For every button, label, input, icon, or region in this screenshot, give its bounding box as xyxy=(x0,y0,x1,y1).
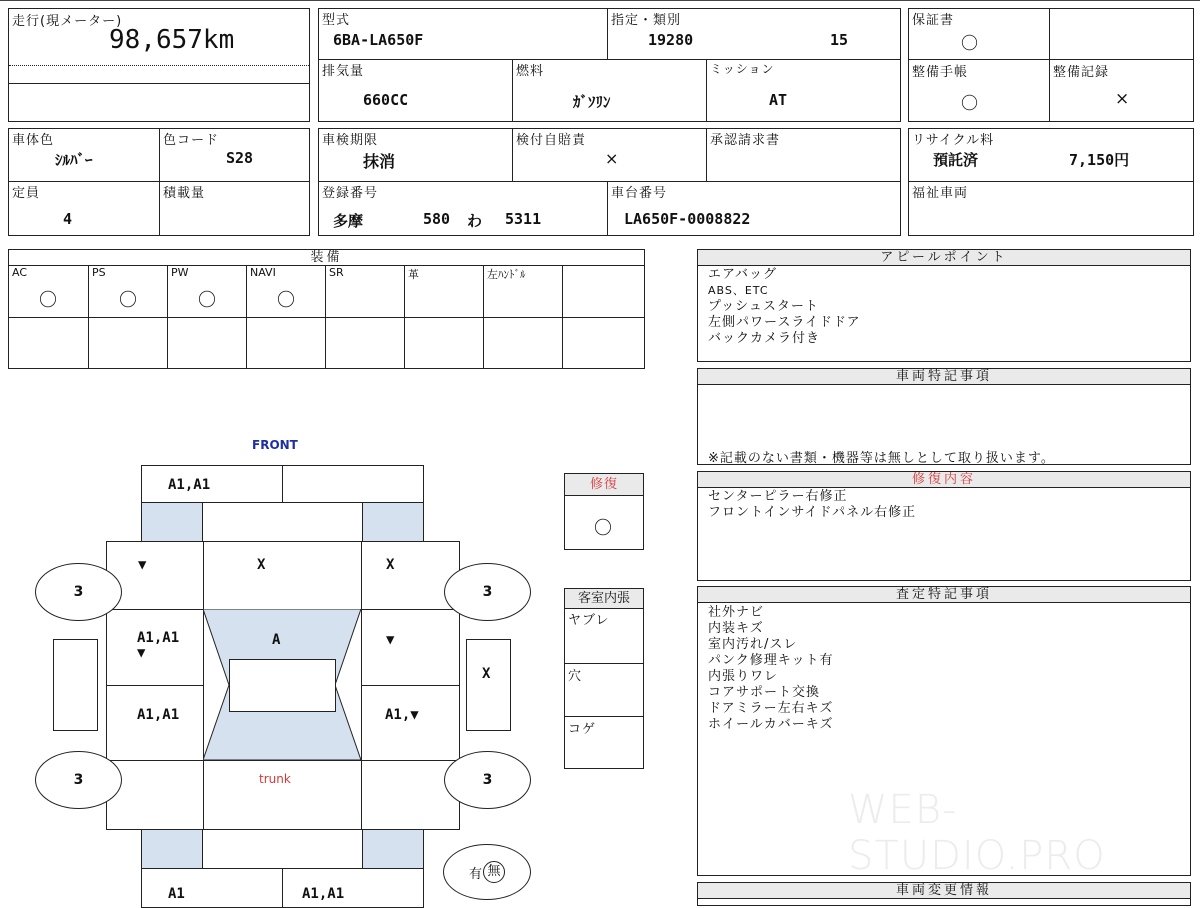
transmission-cell xyxy=(706,59,901,122)
equipment-item-value: 〇 xyxy=(277,290,295,311)
rear-pillar-right xyxy=(362,830,424,868)
assessment-title: 査定特記事項 xyxy=(698,587,1190,603)
body-color-value: ｼﾙﾊﾞｰ xyxy=(55,151,93,169)
transmission-label: ミッション xyxy=(710,62,775,76)
color-code-value: S28 xyxy=(226,149,254,167)
equipment-col xyxy=(88,266,167,368)
recycle-cell xyxy=(908,128,1194,182)
model-value: 6BA-LA650F xyxy=(333,31,424,49)
registration-cell xyxy=(318,181,608,236)
appeal-line: エアバッグ xyxy=(708,267,777,282)
recycle-label: リサイクル料 xyxy=(912,133,995,148)
warranty-empty-cell xyxy=(1049,8,1194,60)
equipment-title: 装備 xyxy=(9,250,644,266)
equipment-item-label: AC xyxy=(12,266,28,279)
chassis-label: 車台番号 xyxy=(611,186,668,201)
top-edge xyxy=(0,0,1200,2)
equipment-col xyxy=(404,266,483,368)
repair-title: 修復 xyxy=(565,474,643,496)
roof-panel xyxy=(229,659,336,712)
approval-cell xyxy=(706,128,901,182)
rear-bumper xyxy=(141,868,424,908)
model-cell xyxy=(318,8,608,60)
interior-divider xyxy=(565,716,643,717)
rear-bumper-left-damage: A1 xyxy=(168,886,185,902)
capacity-value: 4 xyxy=(63,210,73,228)
equipment-item-label: PS xyxy=(92,266,106,279)
model-label: 型式 xyxy=(322,13,351,28)
registration-label: 登録番号 xyxy=(322,186,379,201)
body-color-label: 車体色 xyxy=(12,133,55,148)
change-info-panel xyxy=(697,882,1191,906)
repair-details-panel xyxy=(697,471,1191,581)
mileage-divider-2 xyxy=(9,83,309,84)
equipment-item-label: 革 xyxy=(408,268,419,281)
assessment-panel xyxy=(697,586,1191,879)
interior-row: 穴 xyxy=(568,669,583,684)
capacity-label: 定員 xyxy=(12,186,41,201)
assessment-line: パンク修理キット有 xyxy=(708,653,834,668)
fuel-cell xyxy=(512,59,707,122)
interior-box xyxy=(564,588,644,769)
assessment-list xyxy=(708,605,833,733)
front-left-fender-damage: ▼ xyxy=(138,557,147,573)
registration-class: 580 xyxy=(423,210,451,228)
warranty-value: 〇 xyxy=(961,34,978,54)
front-pillar-right xyxy=(362,503,424,541)
right-mirror xyxy=(466,639,511,731)
inspection-value: 抹消 xyxy=(363,152,396,171)
appeal-title: アピールポイント xyxy=(698,250,1190,266)
appeal-line: ABS、ETC xyxy=(708,284,769,297)
maintenance-book-cell xyxy=(908,59,1050,122)
rear-bumper-right-damage: A1,A1 xyxy=(302,886,345,902)
maintenance-record-label: 整備記録 xyxy=(1053,65,1110,80)
vehicle-notes-title: 車両特記事項 xyxy=(698,369,1190,385)
assessment-line: コアサポート交換 xyxy=(708,685,821,700)
body-color-cell xyxy=(8,128,160,182)
designation-value-2: 15 xyxy=(830,31,849,49)
rear-pillar-left xyxy=(141,830,203,868)
equipment-col xyxy=(325,266,404,368)
warranty-label: 保証書 xyxy=(912,13,955,28)
maintenance-record-value: × xyxy=(1115,89,1130,109)
chassis-value: LA650F-0008822 xyxy=(624,210,751,228)
assessment-line: 内装キズ xyxy=(708,621,764,636)
displacement-label: 排気量 xyxy=(322,64,365,79)
designation-label: 指定・類別 xyxy=(611,13,682,28)
fuel-value: ｶﾞｿﾘﾝ xyxy=(573,93,611,111)
insurance-label: 検付自賠責 xyxy=(516,133,587,148)
change-info-title: 車両変更情報 xyxy=(698,883,1190,899)
front-pillar-left xyxy=(141,503,203,541)
repair-details-line: フロントインサイドパネル右修正 xyxy=(708,505,917,520)
registration-number: 5311 xyxy=(505,210,542,228)
appeal-line: プッシュスタート xyxy=(708,299,819,314)
designation-value-1: 19280 xyxy=(648,31,694,49)
repair-value: 〇 xyxy=(594,518,612,539)
trunk-label: trunk xyxy=(259,772,291,786)
left-rear-door-damage: A1,A1 xyxy=(137,707,180,723)
equipment-item-label: NAVI xyxy=(250,266,276,279)
hood-damage: X xyxy=(257,557,266,573)
mileage-divider xyxy=(9,65,309,66)
repair-details-line: センターピラー右修正 xyxy=(708,489,848,504)
transmission-value: AT xyxy=(769,91,788,109)
welfare-label: 福祉車両 xyxy=(912,186,969,201)
equipment-col xyxy=(562,266,642,368)
mileage-value: 98,657km xyxy=(109,25,235,55)
repair-details-title: 修復内容 xyxy=(698,472,1190,488)
appeal-line: バックカメラ付き xyxy=(708,331,821,346)
inspection-label: 車検期限 xyxy=(322,133,379,148)
equipment-item-label: 左ﾊﾝﾄﾞﾙ xyxy=(487,268,526,281)
spare-yes: 有 xyxy=(468,866,482,882)
tire-rear-right: 3 xyxy=(444,751,531,809)
right-rear-door-damage: A1,▼ xyxy=(385,707,419,723)
left-front-door-damage xyxy=(137,631,179,661)
equipment-item-value: 〇 xyxy=(39,290,57,311)
rear-bumper-divider xyxy=(282,869,283,907)
repair-box xyxy=(564,473,644,550)
equipment-item-label: SR xyxy=(329,266,344,279)
watermark: WEB-STUDIO.PRO xyxy=(848,787,1106,879)
front-bumper-divider xyxy=(282,466,283,502)
right-mirror-damage: X xyxy=(482,666,491,682)
car-diagram xyxy=(0,430,560,900)
recycle-amount: 7,150円 xyxy=(1069,151,1130,169)
equipment-col xyxy=(167,266,246,368)
tire-rear-left: 3 xyxy=(35,751,122,809)
equipment-col xyxy=(9,266,88,368)
front-bumper xyxy=(141,465,424,503)
maintenance-record-cell xyxy=(1049,59,1194,122)
mileage-label: 走行(現メーター) xyxy=(12,14,123,29)
spare-no: 無 xyxy=(483,861,505,883)
interior-row: コゲ xyxy=(568,722,597,737)
designation-cell xyxy=(607,8,901,60)
vehicle-notes-panel xyxy=(697,368,1191,465)
welfare-cell xyxy=(908,181,1194,236)
equipment-item-value: 〇 xyxy=(119,290,137,311)
assessment-line: ドアミラー左右キズ xyxy=(708,701,834,716)
load-capacity-cell xyxy=(159,181,310,236)
left-front-door-damage-text: A1,A1 ▼ xyxy=(137,630,180,661)
equipment-col xyxy=(246,266,325,368)
approval-label: 承認請求書 xyxy=(710,133,781,148)
interior-row: ヤブレ xyxy=(568,613,610,628)
equipment-table xyxy=(8,249,645,369)
insurance-cell xyxy=(512,128,707,182)
assessment-line: 室内汚れ/スレ xyxy=(708,637,798,652)
repair-details-list xyxy=(708,489,916,521)
load-capacity-label: 積載量 xyxy=(163,186,206,201)
fuel-label: 燃料 xyxy=(516,64,545,79)
registration-area: 多摩 xyxy=(333,212,364,230)
front-label: FRONT xyxy=(252,438,298,452)
maintenance-book-label: 整備手帳 xyxy=(912,65,969,80)
appeal-panel xyxy=(697,249,1191,362)
equipment-col xyxy=(483,266,562,368)
insurance-value: × xyxy=(605,149,619,168)
tire-front-right: 3 xyxy=(444,563,531,621)
registration-kana: わ xyxy=(467,212,483,230)
color-code-cell xyxy=(159,128,310,182)
interior-title: 客室内張 xyxy=(565,589,643,609)
right-front-door-damage: ▼ xyxy=(386,632,395,648)
interior-divider xyxy=(565,663,643,664)
grid-h3 xyxy=(106,760,460,761)
displacement-cell xyxy=(318,59,513,122)
equipment-item-label: PW xyxy=(171,266,189,279)
mileage-cell xyxy=(8,8,310,122)
appeal-line: 左側パワースライドドア xyxy=(708,315,861,330)
maintenance-book-value: 〇 xyxy=(961,94,978,114)
front-right-fender-damage: X xyxy=(386,557,395,573)
equipment-item-value: 〇 xyxy=(198,290,216,311)
displacement-value: 660CC xyxy=(363,91,409,109)
spare-tire xyxy=(443,844,531,900)
roof-damage: A xyxy=(272,632,281,648)
tire-front-left: 3 xyxy=(35,563,122,621)
left-mirror xyxy=(53,639,98,731)
vehicle-notes-text: ※記載のない書類・機器等は無しとして取り扱います。 xyxy=(708,451,1055,466)
front-bumper-damage: A1,A1 xyxy=(168,477,211,493)
chassis-cell xyxy=(607,181,901,236)
recycle-status: 預託済 xyxy=(933,151,979,169)
grid-h2r xyxy=(361,685,460,686)
capacity-cell xyxy=(8,181,160,236)
grid-h2 xyxy=(106,685,203,686)
assessment-line: ホイールカバーキズ xyxy=(708,717,834,732)
assessment-line: 内張りワレ xyxy=(708,669,779,684)
appeal-list xyxy=(708,267,861,347)
color-code-label: 色コード xyxy=(163,133,220,148)
warranty-cell xyxy=(908,8,1050,60)
inspection-cell xyxy=(318,128,513,182)
assessment-line: 社外ナビ xyxy=(708,605,765,620)
